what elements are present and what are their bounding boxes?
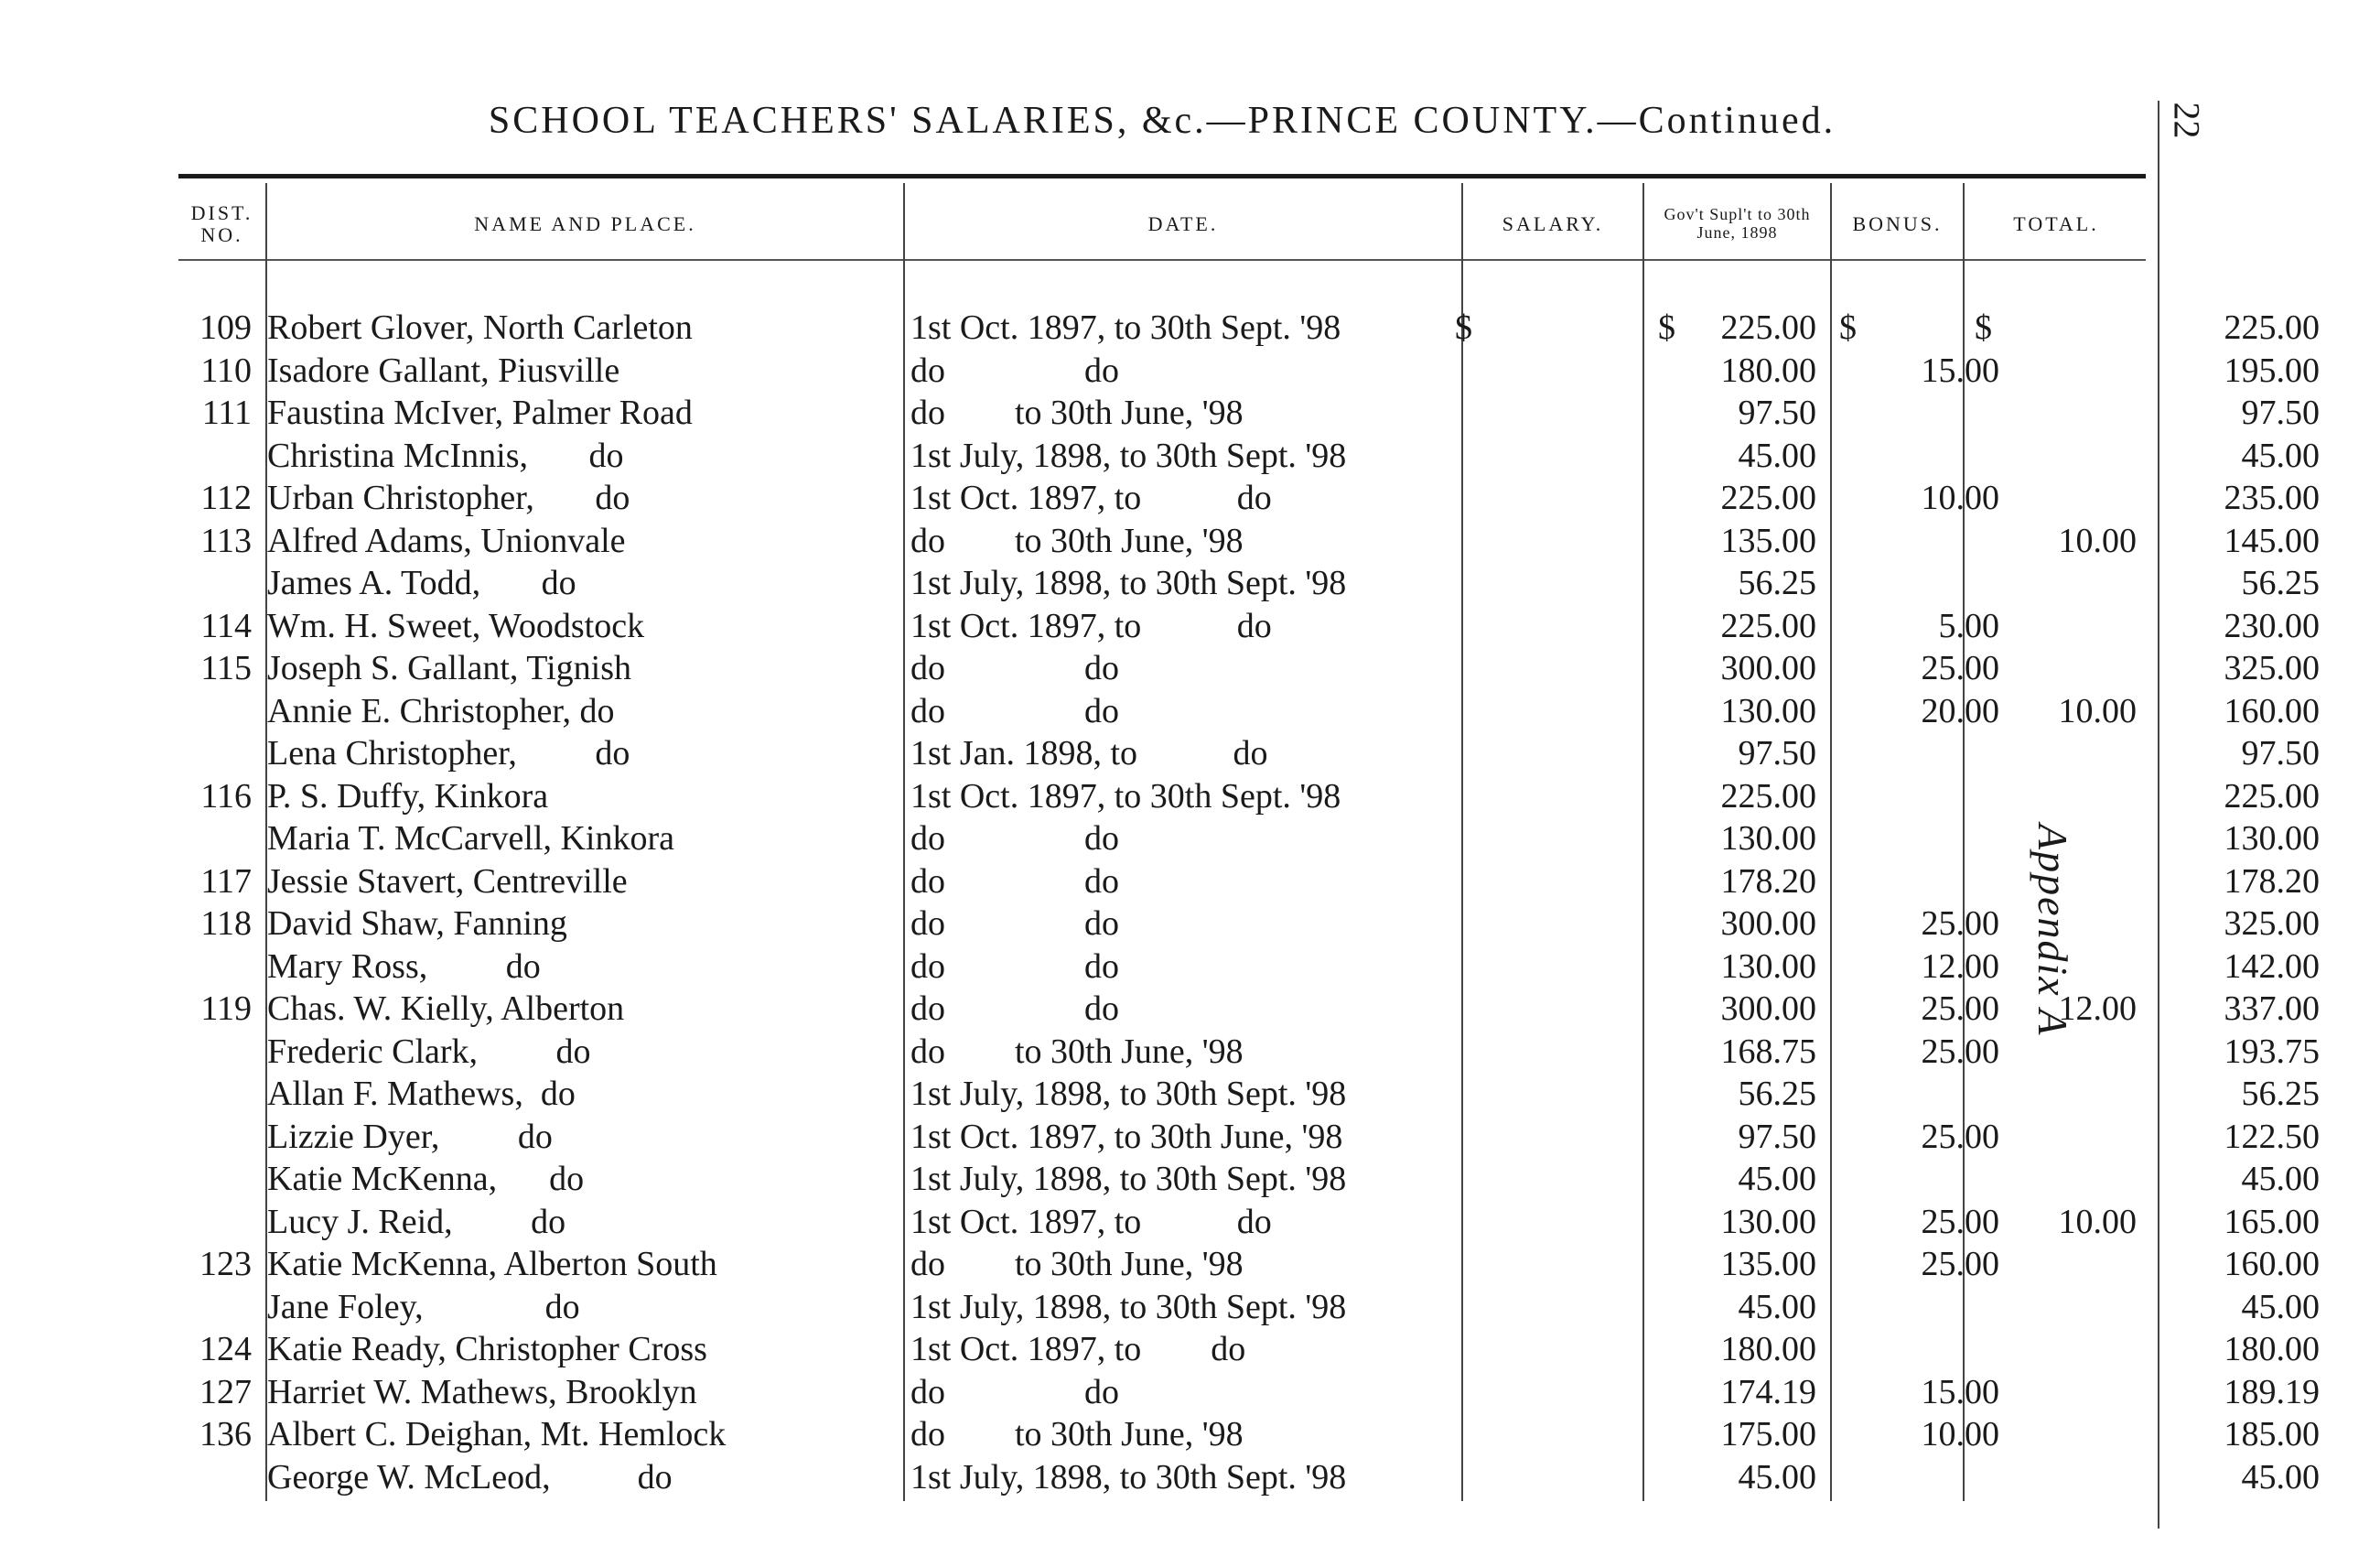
gov-supplement-cell: 25.00 xyxy=(1921,989,1999,1028)
gov-supplement-cell: 20.00 xyxy=(1921,691,1999,730)
dist-cell: 116 xyxy=(200,776,252,816)
table-row xyxy=(178,776,2320,819)
total-cell: 97.50 xyxy=(2241,394,2320,432)
gov-supplement-cell: 10.00 xyxy=(1921,479,1999,517)
salary-cell: 168.75 xyxy=(1720,1032,1816,1071)
date-cell: 1st Oct. 1897, to 30th June, '98 xyxy=(910,1117,1343,1156)
table-row xyxy=(178,818,2320,861)
table-row xyxy=(178,351,2320,394)
gov-supplement-cell: 25.00 xyxy=(1921,1245,1999,1283)
date-cell: 1st Oct. 1897, to do xyxy=(910,1202,1272,1241)
total-cell: 160.00 xyxy=(2224,691,2320,730)
salary-table-body xyxy=(178,308,2320,1499)
salary-cell: 300.00 xyxy=(1720,989,1816,1028)
date-cell: 1st Oct. 1897, to do xyxy=(910,479,1272,517)
total-cell: 130.00 xyxy=(2224,819,2320,858)
name-cell: Lizzie Dyer, do xyxy=(267,1117,553,1156)
name-cell: Jane Foley, do xyxy=(267,1287,580,1326)
salary-cell: 130.00 xyxy=(1720,946,1816,986)
salary-cell: 130.00 xyxy=(1720,1202,1816,1241)
name-cell: Frederic Clark, do xyxy=(267,1032,591,1071)
name-cell: Joseph S. Gallant, Tignish xyxy=(267,649,632,687)
total-cell: 189.19 xyxy=(2224,1372,2320,1411)
name-cell: Lena Christopher, do xyxy=(267,734,630,773)
dist-cell: 127 xyxy=(199,1372,252,1411)
total-cell: 145.00 xyxy=(2224,521,2320,560)
name-cell: Katie Ready, Christopher Cross xyxy=(267,1330,707,1368)
name-cell: Maria T. McCarvell, Kinkora xyxy=(267,819,674,858)
dist-cell: 123 xyxy=(199,1245,252,1283)
date-cell: do to 30th June, '98 xyxy=(910,521,1244,560)
gov-supplement-cell: 25.00 xyxy=(1921,1202,1999,1241)
salary-cell: 175.00 xyxy=(1720,1415,1816,1453)
date-cell: do do xyxy=(910,946,1119,986)
table-row xyxy=(178,563,2320,606)
table-row xyxy=(178,861,2320,904)
salary-cell: 56.25 xyxy=(1738,1075,1816,1113)
gov-supplement-cell: 25.00 xyxy=(1921,904,1999,943)
table-row xyxy=(178,903,2320,946)
date-cell: do do xyxy=(910,904,1119,943)
table-row xyxy=(178,1457,2320,1500)
date-cell: 1st July, 1898, to 30th Sept. '98 xyxy=(910,1160,1347,1198)
salary-cell: 225.00 xyxy=(1720,606,1816,645)
salary-cell: 135.00 xyxy=(1720,521,1816,560)
header-gov: Gov't Supl't to 30th June, 1898 xyxy=(1664,205,1811,242)
total-cell: 56.25 xyxy=(2241,1075,2320,1113)
name-cell: Harriet W. Mathews, Brooklyn xyxy=(267,1372,697,1411)
total-cell: 230.00 xyxy=(2224,606,2320,645)
total-cell: 45.00 xyxy=(2241,1457,2320,1497)
table-row xyxy=(178,393,2320,436)
salary-cell: 225.00 xyxy=(1720,308,1816,347)
table-row xyxy=(178,1329,2320,1372)
dist-cell: 113 xyxy=(200,521,252,560)
header-date: DATE. xyxy=(1147,211,1219,235)
table-row xyxy=(178,1159,2320,1202)
gov-supplement-cell: 12.00 xyxy=(1921,946,1999,986)
total-cell: 45.00 xyxy=(2241,1160,2320,1198)
date-cell: do to 30th June, '98 xyxy=(910,1415,1244,1453)
table-row xyxy=(178,648,2320,691)
salary-cell: 56.25 xyxy=(1738,564,1816,602)
gov-supplement-cell: 15.00 xyxy=(1921,351,1999,390)
header-total: TOTAL. xyxy=(2013,211,2099,235)
salary-cell: 300.00 xyxy=(1720,904,1816,943)
name-cell: Faustina McIver, Palmer Road xyxy=(267,394,693,432)
salary-cell: 97.50 xyxy=(1738,734,1816,773)
name-cell: Isadore Gallant, Piusville xyxy=(267,351,620,390)
dist-cell: 109 xyxy=(199,308,252,347)
table-row xyxy=(178,1244,2320,1287)
salary-cell: 225.00 xyxy=(1720,479,1816,517)
gov-supplement-cell: 25.00 xyxy=(1921,1117,1999,1156)
date-cell: 1st Oct. 1897, to do xyxy=(910,606,1272,645)
date-cell: 1st July, 1898, to 30th Sept. '98 xyxy=(910,436,1347,475)
date-cell: do do xyxy=(910,351,1119,390)
date-cell: do to 30th June, '98 xyxy=(910,394,1244,432)
salary-cell: 135.00 xyxy=(1720,1245,1816,1283)
date-cell: 1st Oct. 1897, to 30th Sept. '98 xyxy=(910,308,1341,347)
date-cell: do do xyxy=(910,1372,1119,1411)
top-rule xyxy=(178,174,2146,178)
dist-cell: 115 xyxy=(200,649,252,687)
table-row xyxy=(178,521,2320,564)
date-cell: do do xyxy=(910,819,1119,858)
header-dist: DIST. NO. xyxy=(190,200,253,246)
name-cell: Robert Glover, North Carleton xyxy=(267,308,693,347)
total-cell: 142.00 xyxy=(2224,946,2320,986)
page-number: 22 xyxy=(2166,102,2208,139)
total-cell: 97.50 xyxy=(2241,734,2320,773)
name-cell: P. S. Duffy, Kinkora xyxy=(267,776,549,816)
salary-cell: 180.00 xyxy=(1720,1330,1816,1368)
name-cell: Alfred Adams, Unionvale xyxy=(267,521,626,560)
total-cell: 45.00 xyxy=(2241,436,2320,475)
salary-cell: 300.00 xyxy=(1720,649,1816,687)
salary-cell: 180.00 xyxy=(1720,351,1816,390)
total-cell: 225.00 xyxy=(2224,308,2320,347)
name-cell: Katie McKenna, Alberton South xyxy=(267,1245,717,1283)
name-cell: Christina McInnis, do xyxy=(267,436,624,475)
name-cell: Allan F. Mathews, do xyxy=(267,1075,576,1113)
bonus-cell: 10.00 xyxy=(2058,1202,2137,1241)
table-row xyxy=(178,989,2320,1032)
dist-cell: 124 xyxy=(199,1330,252,1368)
gov-supplement-cell: 25.00 xyxy=(1921,649,1999,687)
table-row xyxy=(178,1074,2320,1117)
date-cell: do do xyxy=(910,649,1119,687)
salary-cell: 45.00 xyxy=(1738,1160,1816,1198)
total-cell: 193.75 xyxy=(2224,1032,2320,1071)
dist-cell: 111 xyxy=(201,394,252,432)
total-cell: 195.00 xyxy=(2224,351,2320,390)
salary-cell: 45.00 xyxy=(1738,1457,1816,1497)
date-cell: do do xyxy=(910,989,1119,1028)
table-row xyxy=(178,1117,2320,1160)
bonus-cell: 10.00 xyxy=(2058,521,2137,560)
name-cell: George W. McLeod, do xyxy=(267,1457,673,1497)
salary-cell: 174.19 xyxy=(1720,1372,1816,1411)
header-rule xyxy=(178,259,2146,261)
date-cell: 1st Oct. 1897, to do xyxy=(910,1330,1246,1368)
total-cell: 185.00 xyxy=(2224,1415,2320,1453)
total-cell: 225.00 xyxy=(2224,776,2320,816)
name-cell: Urban Christopher, do xyxy=(267,479,630,517)
date-cell: do do xyxy=(910,691,1119,730)
name-cell: Chas. W. Kielly, Alberton xyxy=(267,989,625,1028)
salary-cell: 97.50 xyxy=(1738,394,1816,432)
salary-cell: 45.00 xyxy=(1738,1287,1816,1326)
date-cell: 1st Jan. 1898, to do xyxy=(910,734,1268,773)
total-cell: 325.00 xyxy=(2224,904,2320,943)
table-row xyxy=(178,436,2320,479)
total-cell: 235.00 xyxy=(2224,479,2320,517)
table-row xyxy=(178,606,2320,649)
table-row xyxy=(178,1372,2320,1415)
bonus-cell: 12.00 xyxy=(2058,989,2137,1028)
table-row xyxy=(178,946,2320,989)
table-row xyxy=(178,308,2320,351)
table-row xyxy=(178,733,2320,776)
salary-currency: $ xyxy=(1455,308,1472,347)
name-cell: Wm. H. Sweet, Woodstock xyxy=(267,606,645,645)
total-cell: 178.20 xyxy=(2224,861,2320,901)
bonus-cell: 10.00 xyxy=(2058,691,2137,730)
name-cell: Katie McKenna, do xyxy=(267,1160,585,1198)
salary-cell: 225.00 xyxy=(1720,776,1816,816)
name-cell: Jessie Stavert, Centreville xyxy=(267,861,628,901)
total-cell: 325.00 xyxy=(2224,649,2320,687)
date-cell: 1st July, 1898, to 30th Sept. '98 xyxy=(910,564,1347,602)
date-cell: 1st July, 1898, to 30th Sept. '98 xyxy=(910,1287,1347,1326)
date-cell: do to 30th June, '98 xyxy=(910,1032,1244,1071)
salary-cell: 97.50 xyxy=(1738,1117,1816,1156)
date-cell: do to 30th June, '98 xyxy=(910,1245,1244,1283)
total-cell: 165.00 xyxy=(2224,1202,2320,1241)
total-cell: 180.00 xyxy=(2224,1330,2320,1368)
table-row xyxy=(178,1032,2320,1075)
total-cell: 56.25 xyxy=(2241,564,2320,602)
table-row xyxy=(178,1414,2320,1457)
total-cell: 160.00 xyxy=(2224,1245,2320,1283)
salary-cell: 130.00 xyxy=(1720,819,1816,858)
gov-supplement-cell: 5.00 xyxy=(1938,606,1999,645)
header-bonus: BONUS. xyxy=(1852,211,1943,235)
date-cell: 1st July, 1898, to 30th Sept. '98 xyxy=(910,1457,1347,1497)
total-cell: 122.50 xyxy=(2224,1117,2320,1156)
dist-cell: 112 xyxy=(200,479,252,517)
name-cell: Lucy J. Reid, do xyxy=(267,1202,566,1241)
name-cell: David Shaw, Fanning xyxy=(267,904,567,943)
dist-cell: 110 xyxy=(200,351,252,390)
total-currency: $ xyxy=(1975,308,1992,347)
dist-cell: 119 xyxy=(200,989,252,1028)
header-salary: SALARY. xyxy=(1502,211,1604,235)
table-row xyxy=(178,691,2320,734)
name-cell: Mary Ross, do xyxy=(267,946,541,986)
date-cell: 1st Oct. 1897, to 30th Sept. '98 xyxy=(910,776,1341,816)
name-cell: Annie E. Christopher, do xyxy=(267,691,615,730)
name-cell: James A. Todd, do xyxy=(267,564,576,602)
salary-cell: 130.00 xyxy=(1720,691,1816,730)
total-cell: 337.00 xyxy=(2224,989,2320,1028)
gov-supplement-cell: 25.00 xyxy=(1921,1032,1999,1071)
total-cell: 45.00 xyxy=(2241,1287,2320,1326)
gov-currency: $ xyxy=(1658,308,1675,347)
dist-cell: 117 xyxy=(200,861,252,901)
bonus-currency: $ xyxy=(1839,308,1857,347)
table-row xyxy=(178,478,2320,521)
gov-supplement-cell: 10.00 xyxy=(1921,1415,1999,1453)
header-name: NAME AND PLACE. xyxy=(474,211,696,235)
dist-cell: 118 xyxy=(200,904,252,943)
table-row xyxy=(178,1287,2320,1330)
gov-supplement-cell: 15.00 xyxy=(1921,1372,1999,1411)
page-title: SCHOOL TEACHERS' SALARIES, &c.—PRINCE COUNTY.—Continued. xyxy=(488,100,1836,142)
name-cell: Albert C. Deighan, Mt. Hemlock xyxy=(267,1415,727,1453)
appendix-note: Appendix A xyxy=(2030,824,2076,1037)
dist-cell: 114 xyxy=(200,606,252,645)
salary-cell: 178.20 xyxy=(1720,861,1816,901)
dist-cell: 136 xyxy=(199,1415,252,1453)
salary-cell: 45.00 xyxy=(1738,436,1816,475)
table-row xyxy=(178,1202,2320,1245)
date-cell: 1st July, 1898, to 30th Sept. '98 xyxy=(910,1075,1347,1113)
date-cell: do do xyxy=(910,861,1119,901)
